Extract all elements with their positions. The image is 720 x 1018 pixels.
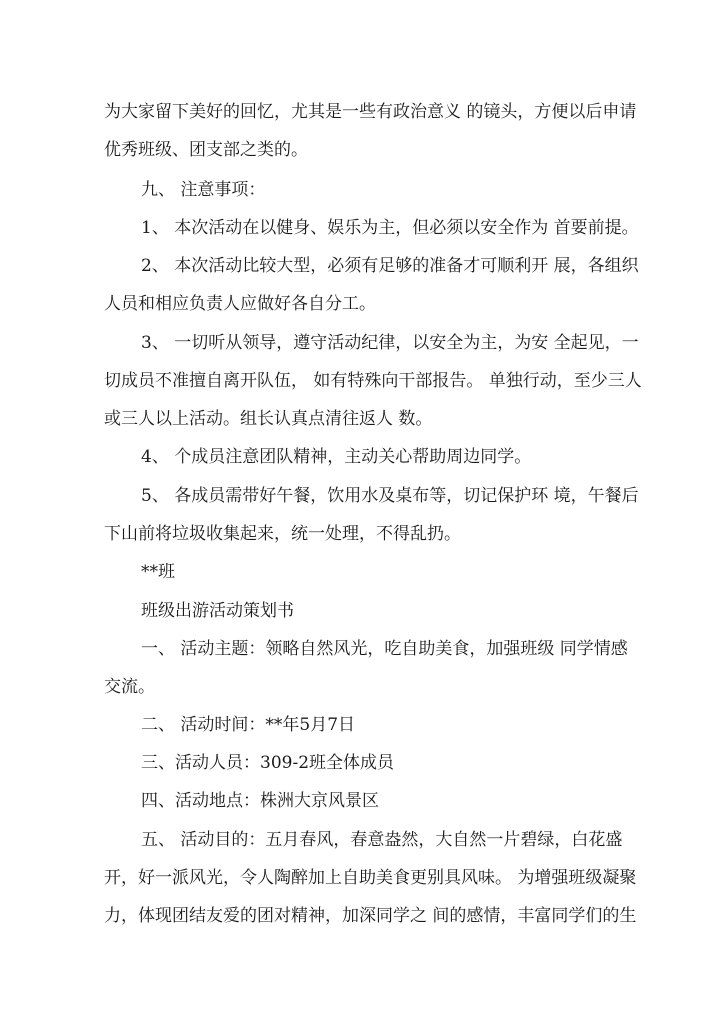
text-line: 力，体现团结友爱的团对精神，加深同学之 间的感情，丰富同学们的生	[104, 906, 637, 926]
document-title: 班级出游活动策划书	[141, 601, 294, 621]
section-item: 三、活动人员：309-2班全体成员	[141, 753, 395, 773]
text-line: 为大家留下美好的回忆，尤其是一些有政治意义 的镜头，方便以后申请	[104, 102, 637, 122]
text-line: 优秀班级、团支部之类的。	[104, 140, 308, 160]
list-item: 3、 一切听从领导，遵守活动纪律，以安全为主，为安 全起见，一	[141, 333, 639, 353]
section-heading: 九、 注意事项：	[141, 180, 266, 200]
list-item: 1、 本次活动在以健身、娱乐为主，但必须以安全作为 首要前提。	[141, 218, 639, 238]
section-item: 五、 活动目的：五月春风，春意盎然，大自然一片碧绿，白花盛	[141, 830, 623, 850]
section-item: 一、 活动主题：领略自然风光，吃自助美食，加强班级 同学情感	[141, 639, 628, 659]
section-item: 四、活动地点：株洲大京风景区	[141, 791, 379, 811]
text-line: 开，好一派风光，令人陶醉加上自助美食更别具风味。 为增强班级凝聚	[104, 868, 637, 888]
section-item: 二、 活动时间：**年5月7日	[141, 715, 356, 735]
text-line: 下山前将垃圾收集起来，统一处理，不得乱扔。	[104, 524, 461, 544]
text-line: 或三人以上活动。组长认真点清往返人 数。	[104, 409, 433, 429]
text-line: 交流。	[104, 677, 155, 697]
list-item: 2、 本次活动比较大型，必须有足够的准备才可顺利开 展，各组织	[141, 256, 639, 276]
list-item: 4、 个成员注意团队精神，主动关心帮助周边同学。	[141, 447, 532, 467]
text-line: 切成员不准擅自离开队伍， 如有特殊向干部报告。 单独行动，至少三人	[104, 371, 642, 391]
text-line: 人员和相应负责人应做好各自分工。	[104, 294, 376, 314]
list-item: 5、 各成员需带好午餐，饮用水及桌布等，切记保护环 境，午餐后	[141, 486, 639, 506]
class-name: **班	[141, 562, 175, 582]
